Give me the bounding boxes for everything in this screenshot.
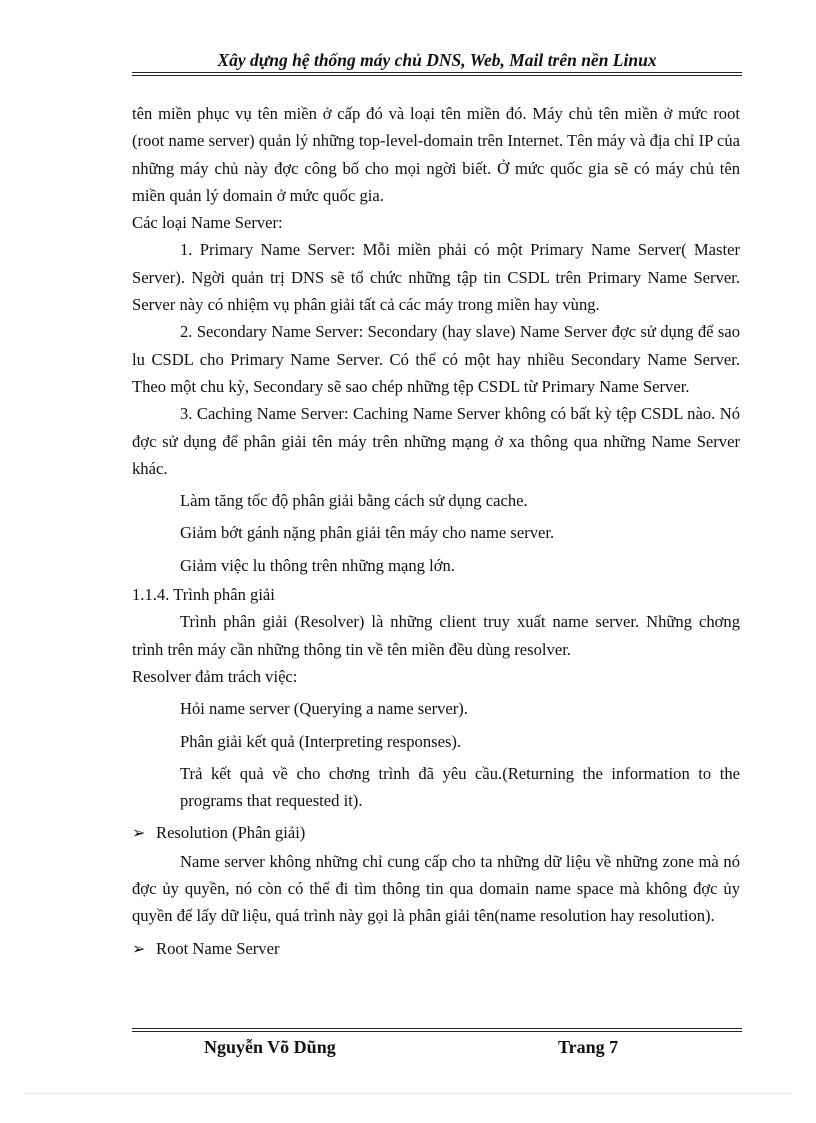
resolver-task: Trả kết quả về cho chơng trình đã yêu cầu.(Returning the information to the programs that requested it).: [180, 763, 740, 811]
header-rule-bottom: [132, 75, 742, 76]
caching-point: Giảm bớt gánh nặng phân giải tên máy cho name server.: [180, 523, 555, 543]
intro-paragraph: tên miền phục vụ tên miền ở cấp đó và loại tên miền đó. Máy chủ tên miền ở mức root (root name server) quản lý những top-level-domain trên Internet. Tên máy và địa chỉ IP của những máy chủ này đợc công bố cho mọi ngời biết. Ở mức quốc gia sẽ có máy chủ tên miền quản lý domain ở mức quốc gia.: [132, 104, 740, 205]
page-bottom-dotted-line: [24, 1093, 792, 1094]
primary-name-server-item: 1. Primary Name Server: Mỗi miền phải có một Primary Name Server( Master Server). Ngời quản trị DNS sẽ tổ chức những tập tin CSDL trên Primary Name Server. Server này có nhiệm vụ phân giải tất cả các máy trong miền hay vùng.: [132, 240, 740, 315]
resolver-paragraph: Trình phân giải (Resolver) là những client truy xuất name server. Những chơng trình trên máy cần những thông tin về tên miền đều dùng resolver.: [132, 612, 740, 659]
caching-name-server-item: 3. Caching Name Server: Caching Name Server không có bất kỳ tệp CSDL nào. Nó đợc sử dụng để phân giải tên máy trên những mạng ở xa thông qua những Name Server khác.: [132, 404, 740, 478]
caching-point: Làm tăng tốc độ phân giải bằng cách sử dụng cache.: [180, 491, 528, 511]
secondary-name-server-item: 2. Secondary Name Server: Secondary (hay slave) Name Server đợc sử dụng để sao lu CSDL cho Primary Name Server. Có thể có một hay nhiều Secondary Name Server. Theo một chu kỳ, Secondary sẽ sao chép những tệp CSDL từ Primary Name Server.: [132, 322, 740, 396]
arrow-bullet-icon: ➢: [132, 940, 146, 958]
caching-point: Giảm việc lu thông trên những mạng lớn.: [180, 555, 455, 575]
footer-rule-bottom: [132, 1031, 742, 1032]
root-name-server-label: Root Name Server: [156, 938, 280, 958]
page-content: [132, 100, 740, 963]
resolution-bullet-label: Resolution (Phân giải): [156, 823, 306, 843]
resolver-task: Hỏi name server (Querying a name server).: [180, 699, 468, 719]
resolution-paragraph: Name server không những chỉ cung cấp cho ta những dữ liệu về những zone mà nó đợc ủy quyền, nó còn có thể đi tìm thông tin qua domain name space mà không đợc ủy quyền để lấy dữ liệu, quá trình này gọi là phân giải tên(name resolution hay resolution).: [132, 851, 740, 926]
resolution-bullet: [132, 819, 740, 847]
section-heading: 1.1.4. Trình phân giải: [132, 585, 275, 605]
header-rule-top: [132, 72, 742, 73]
header-title: Xây dựng hệ thống máy chủ DNS, Web, Mail trên nền Linux: [217, 50, 657, 70]
footer-rule-top: [132, 1028, 742, 1029]
footer-page-number: Trang 7: [558, 1037, 619, 1057]
resolver-tasks-heading: Resolver đảm trách việc:: [132, 666, 298, 686]
root-name-server-bullet: [132, 935, 740, 963]
types-heading: Các loại Name Server:: [132, 213, 283, 233]
arrow-bullet-icon: ➢: [132, 825, 146, 843]
resolver-task: Phân giải kết quả (Interpreting responses).: [180, 731, 462, 751]
footer-author: Nguyễn Võ Dũng: [204, 1037, 336, 1057]
